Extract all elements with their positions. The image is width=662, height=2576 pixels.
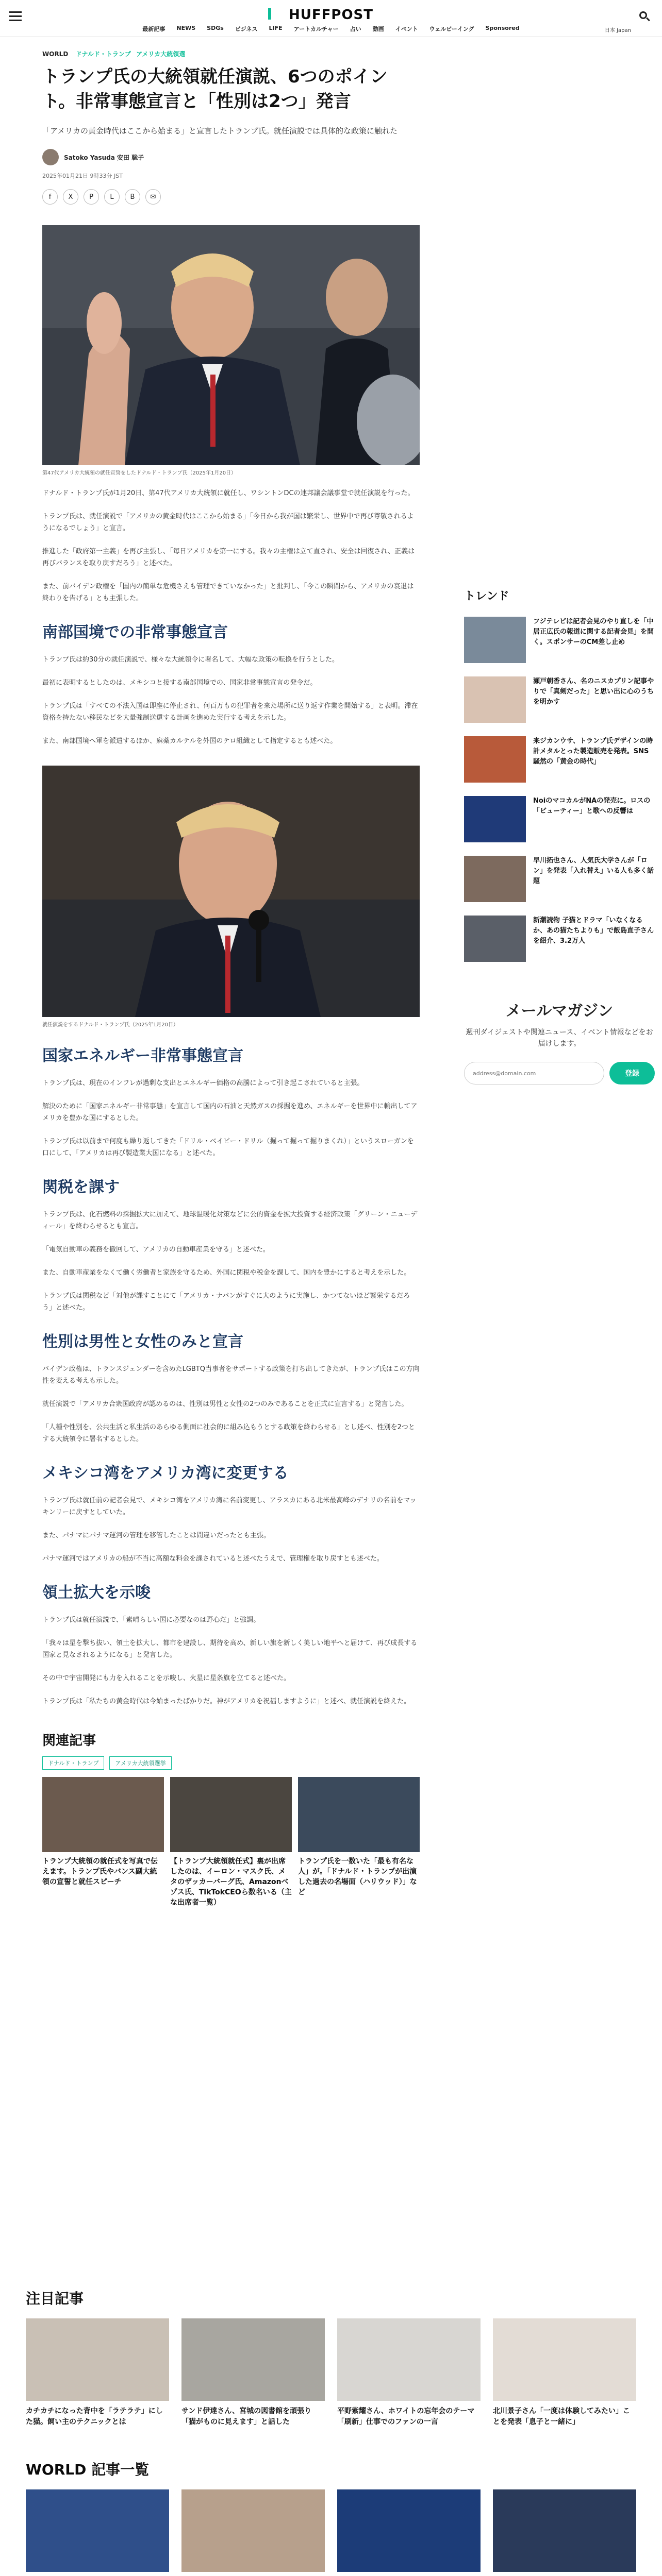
world-card[interactable] bbox=[493, 2489, 636, 2576]
edition-selector[interactable]: 日本 Japan bbox=[604, 28, 631, 33]
tag[interactable]: ドナルド・トランプ bbox=[42, 1756, 104, 1770]
trend-title[interactable]: 早川拓也さん、人気氏大学さんが「ロン」を発表「入れ替え」いる人も多く話題 bbox=[533, 857, 654, 885]
attention-thumb[interactable] bbox=[181, 2318, 325, 2401]
world-thumb[interactable] bbox=[181, 2489, 325, 2572]
hero-photo bbox=[42, 225, 420, 465]
related-list bbox=[42, 1777, 420, 1908]
main-nav bbox=[0, 25, 662, 33]
paragraph: 「電気自動車の義務を撤回して、アメリカの自動車産業を守る」と述べた。 bbox=[42, 1246, 270, 1253]
attention-card[interactable] bbox=[181, 2318, 325, 2428]
trend-item[interactable] bbox=[464, 617, 655, 663]
paragraph: トランプ氏は、化石燃料の採掘拡大に加えて、地球温暖化対策などに公的資金を拡大投資する経済政策「グリーン・ニューディール」を終わらせるとも宣言。 bbox=[42, 1211, 418, 1230]
publish-date: 2025年01月21日 9時33分 JST bbox=[42, 173, 123, 179]
nav-item[interactable]: SDGs bbox=[207, 25, 224, 31]
sidebar bbox=[464, 587, 655, 1084]
subscribe-button[interactable]: 登録 bbox=[609, 1062, 655, 1084]
related-card[interactable] bbox=[42, 1777, 164, 1908]
attention-thumb[interactable] bbox=[26, 2318, 169, 2401]
attention-heading: 注目記事 bbox=[26, 2290, 84, 2307]
hatena-icon[interactable]: B bbox=[125, 189, 140, 205]
speech-photo bbox=[42, 766, 420, 1017]
world-card[interactable] bbox=[181, 2489, 325, 2576]
paragraph: また、自動車産業をなくて働く労働者と家族を守るため、外国に関税や税金を課して、国内を豊かにすると考えを示した。 bbox=[42, 1269, 411, 1277]
byline bbox=[42, 149, 420, 165]
nav-item[interactable]: イベント bbox=[395, 26, 418, 32]
paragraph: バイデン政権は、トランスジェンダーを含めたLGBTQ当事者をサポートする政策を打ち出してきたが、トランプ氏はこの方向性を変える考えも示した。 bbox=[42, 1365, 420, 1385]
trend-title[interactable]: 瀬戸朝香さん、名のニスカプリン記事やりで「真剣だった」と思い出に心のうちを明かす bbox=[533, 677, 654, 706]
share-bar bbox=[42, 189, 420, 205]
paragraph: トランプ氏は以前まで何度も繰り返してきた「ドリル・ベイビー・ドリル（掘って掘って掘りまくれ）」というスローガンを口にして、「アメリカは再び製造業大国になる」と述べた。 bbox=[42, 1138, 414, 1157]
nav-item[interactable]: LIFE bbox=[269, 25, 283, 31]
paragraph: 推進した「政府第一主義」を再び主張し、「毎日アメリカを第一にする。我々の主権は立て直され、安全は回復され、正義は再びバランスを取り戻すだろう」と述べた。 bbox=[42, 548, 415, 567]
newsletter-title: メールマガジン bbox=[505, 1002, 614, 1020]
paragraph: また、南部国境へ軍を派遣するほか、麻薬カルテルを外国のテロ組織として指定するとも述べた。 bbox=[42, 737, 337, 745]
attention-card[interactable] bbox=[26, 2318, 169, 2428]
speech-caption: 就任演説をするドナルド・トランプ氏（2025年1月20日） bbox=[42, 1022, 179, 1028]
related-title[interactable]: トランプ大統領の就任式を写真で伝えます。トランプ氏やバンス副大統領の宣誓と就任スピーチ bbox=[42, 1857, 158, 1886]
email-field[interactable] bbox=[464, 1062, 604, 1084]
kicker-tag[interactable]: ドナルド・トランプ bbox=[75, 50, 131, 58]
trend-item[interactable] bbox=[464, 676, 655, 723]
tag[interactable]: アメリカ大統領選挙 bbox=[109, 1756, 171, 1770]
newsletter-form bbox=[464, 1062, 655, 1084]
world-card[interactable] bbox=[26, 2489, 169, 2576]
trend-item[interactable] bbox=[464, 856, 655, 902]
attention-title[interactable]: カチカチになった背中を「ラテラテ」にした猫。飼い主のテクニックとは bbox=[26, 2407, 163, 2426]
nav-item[interactable]: アートカルチャー bbox=[293, 26, 339, 32]
paragraph: その中で宇宙開発にも力を入れることを示唆し、火星に星条旗を立てると述べた。 bbox=[42, 1674, 291, 1682]
kicker-section[interactable]: WORLD bbox=[42, 50, 69, 58]
hero-photo-art bbox=[42, 225, 420, 465]
trend-title[interactable]: フジテレビは記者会見のやり直しを「中居正広氏の報道に関する記者会見」を開く。スポンサーのCM差し止め bbox=[533, 618, 654, 646]
paragraph: トランプ氏は、就任演説で「アメリカの黄金時代はここから始まる」「今日から我が国は繁栄し、世界中で再び尊敬されるようになるでしょう」と宣言。 bbox=[42, 513, 414, 532]
related-title[interactable]: トランプ氏を一数いた「最も有名な人」が。「ドナルド・トランプが出演した過去の名場面（ハリウッド）」など bbox=[298, 1857, 417, 1896]
trend-title[interactable]: 来ジカンウサ、トランプ氏デザインの時計メタルとった製造販売を発表。SNS騒然の「黄金の時代」 bbox=[533, 737, 653, 766]
pinterest-icon[interactable]: P bbox=[84, 189, 99, 205]
section-heading: 南部国境での非常事態宣言 bbox=[42, 623, 228, 641]
paragraph: 解決のために「国家エネルギー非常事態」を宣言して国内の石油と天然ガスの採掘を進め、エネルギーを世界中に輸出してアメリカを豊かな国にするとした。 bbox=[42, 1103, 418, 1122]
nav-item[interactable]: 動画 bbox=[372, 26, 384, 32]
trend-thumb[interactable] bbox=[464, 856, 526, 902]
trend-thumb[interactable] bbox=[464, 916, 526, 962]
kicker-tag[interactable]: アメリカ大統領選 bbox=[136, 50, 186, 58]
search-icon[interactable] bbox=[639, 11, 651, 23]
attention-card[interactable] bbox=[493, 2318, 636, 2428]
paragraph: また、パナマにパナマ運河の管理を移管したことは間違いだったとも主張。 bbox=[42, 1532, 271, 1539]
related-card[interactable] bbox=[298, 1777, 420, 1908]
trend-thumb[interactable] bbox=[464, 676, 526, 723]
attention-title[interactable]: 平野紫耀さん、ホワイトの忘年会のテーマ「刷新」仕事でのファンの一言 bbox=[337, 2407, 475, 2426]
related-thumb[interactable] bbox=[42, 1777, 164, 1852]
attention-title[interactable]: サンド伊達さん、宮城の図書館を頑張り「猫がものに見えます」と話した bbox=[181, 2407, 312, 2426]
section-heading: 関税を課す bbox=[42, 1178, 120, 1196]
attention-grid bbox=[26, 2318, 636, 2428]
paragraph: トランプ氏は「すべての不法入国は即座に停止され、何百万もの犯罪者を来た場所に送り返す作業を開始する」と表明。滞在資格を持たない移民などを大量強制送還する計画を進めた実行する考えを示した。 bbox=[42, 702, 418, 722]
trend-thumb[interactable] bbox=[464, 617, 526, 663]
trend-title[interactable]: NoiのマコカルがNAの発売に。ロスの「ビューティー」と歌への反響は bbox=[533, 797, 651, 815]
nav-item[interactable]: 占い bbox=[350, 26, 361, 32]
paragraph: トランプ氏は「私たちの黄金時代は今始まったばかりだ。神がアメリカを祝福しますように」と述べ、就任演説を終えた。 bbox=[42, 1698, 411, 1705]
logo-accent bbox=[268, 8, 271, 20]
attention-thumb[interactable] bbox=[337, 2318, 481, 2401]
x-icon[interactable]: X bbox=[63, 189, 78, 205]
article-dek: 「アメリカの黄金時代はここから始まる」と宣言したトランプ氏。就任演説では具体的な政策に触れた bbox=[42, 126, 398, 135]
mail-icon[interactable]: ✉ bbox=[145, 189, 161, 205]
trend-heading: トレンド bbox=[464, 590, 509, 603]
related-card[interactable] bbox=[170, 1777, 292, 1908]
attention-thumb[interactable] bbox=[493, 2318, 636, 2401]
nav-item[interactable]: 最新記事 bbox=[142, 26, 166, 32]
world-grid bbox=[26, 2489, 636, 2576]
nav-item[interactable]: NEWS bbox=[176, 25, 196, 31]
section-heading: 性別は男性と女性のみと宣言 bbox=[42, 1333, 243, 1351]
nav-item[interactable]: Sponsored bbox=[485, 25, 520, 31]
paragraph: 就任演説で「アメリカ合衆国政府が認めるのは、性別は男性と女性の2つのみであることを正式に宣言する」と発言した。 bbox=[42, 1400, 408, 1408]
paragraph: パナマ運河ではアメリカの船が不当に高額な料金を課されていると述べたうえで、管理権を取り戻すとも述べた。 bbox=[42, 1555, 384, 1563]
world-thumb[interactable] bbox=[493, 2489, 636, 2572]
paragraph: トランプ氏は就任前の記者会見で、メキシコ湾をアメリカ湾に名前変更し、アラスカにある北米最高峰のデナリの名前をマッキンリーに戻すとしていた。 bbox=[42, 1497, 417, 1516]
trend-thumb[interactable] bbox=[464, 796, 526, 842]
paragraph: トランプ氏は、現在のインフレが過剰な支出とエネルギー価格の高騰によって引き起こされていると主張。 bbox=[42, 1079, 364, 1087]
trend-item[interactable] bbox=[464, 736, 655, 783]
attention-title[interactable]: 北川景子さん「一度は体験してみたい」ことを発表「息子と一緒に」 bbox=[493, 2407, 630, 2426]
bottom-section bbox=[26, 2287, 636, 2576]
paragraph: 最初に表明するとしたのは、メキシコと接する南部国境での、国家非常事態宣言の発令だ。 bbox=[42, 679, 317, 687]
paragraph: また、前バイデン政権を「国内の簡単な危機さえも管理できていなかった」と批判し、「今この瞬間から、アメリカの衰退は終わりを告げる」とも主張した。 bbox=[42, 583, 414, 602]
related-title[interactable]: 【トランプ大統領就任式】裏が出席したのは、イーロン・マスク氏、メタのザッカーバーグ氏、Amazonベゾス氏、TikTokCEOら数名いる（主な出席者一覧） bbox=[170, 1857, 292, 1907]
newsletter-text: 週刊ダイジェストや関連ニュース、イベント情報などをお届けします。 bbox=[466, 1028, 653, 1048]
author-name[interactable]: Satoko Yasuda 安田 聡子 bbox=[64, 154, 144, 161]
world-thumb[interactable] bbox=[337, 2489, 481, 2572]
world-heading-rest: 記事一覧 bbox=[91, 2461, 150, 2478]
author-avatar[interactable] bbox=[42, 149, 59, 165]
world-thumb[interactable] bbox=[26, 2489, 169, 2572]
article bbox=[42, 49, 420, 1908]
related-tags bbox=[42, 1756, 420, 1770]
line-icon[interactable]: L bbox=[104, 189, 120, 205]
site-logo[interactable]: HUFFPOST bbox=[288, 7, 374, 23]
trend-item[interactable] bbox=[464, 916, 655, 962]
section-heading: 領土拡大を示唆 bbox=[42, 1584, 151, 1602]
paragraph: 「人種や性別を、公共生活と私生活のあらゆる側面に社会的に組み込もうとする政策を終わらせる」とし述べ、性別を2つとする大統領令に署名するとした。 bbox=[42, 1423, 415, 1443]
kicker bbox=[42, 49, 420, 58]
world-heading-section: WORLD bbox=[26, 2461, 87, 2478]
menu-icon[interactable] bbox=[9, 11, 22, 22]
site-header bbox=[0, 0, 662, 37]
section-heading: メキシコ湾をアメリカ湾に変更する bbox=[42, 1464, 289, 1482]
trend-title[interactable]: 新潮読物 子猫とドラマ「いなくなるか、あの猫たちよりも」で飯島直子さんを紹介、3.2万人 bbox=[533, 917, 654, 945]
hero-caption: 第47代アメリカ大統領の就任宣誓をしたドナルド・トランプ氏（2025年1月20日） bbox=[42, 470, 237, 476]
nav-item[interactable]: ウェルビーイング bbox=[429, 26, 474, 32]
related-heading: 関連記事 bbox=[42, 1733, 96, 1749]
trend-item[interactable] bbox=[464, 796, 655, 842]
paragraph: ドナルド・トランプ氏が1月20日、第47代アメリカ大統領に就任し、ワシントンDCの連邦議会議事堂で就任演説を行った。 bbox=[42, 489, 415, 497]
paragraph: トランプ氏は約30分の就任演説で、様々な大統領令に署名して、大幅な政策の転換を行うとした。 bbox=[42, 656, 339, 664]
nav-item[interactable]: ビジネス bbox=[235, 26, 258, 32]
paragraph: 「我々は星を撃ち抜い、領土を拡大し、都市を建設し、期待を高め、新しい旗を新しく美しい地平へと届けて、再び成長する国家と見なされるようになる」と発言した。 bbox=[42, 1639, 418, 1659]
related-thumb[interactable] bbox=[298, 1777, 420, 1852]
section-heading: 国家エネルギー非常事態宣言 bbox=[42, 1047, 243, 1065]
facebook-icon[interactable]: f bbox=[42, 189, 58, 205]
newsletter bbox=[464, 998, 655, 1084]
paragraph: トランプ氏は就任演説で、「素晴らしい国に必要なのは野心だ」と強調。 bbox=[42, 1616, 260, 1624]
paragraph: トランプ氏は関税など「対他が課すことにて「アメリカ・ナバンがすぐに大のように実施し、かつてないほど繁栄するだろう」と述べた。 bbox=[42, 1292, 410, 1312]
world-card[interactable] bbox=[337, 2489, 481, 2576]
article-title: トランプ氏の大統領就任演説、6つのポイント。非常事態宣言と「性別は2つ」発言 bbox=[42, 66, 388, 112]
attention-card[interactable] bbox=[337, 2318, 481, 2428]
trend-thumb[interactable] bbox=[464, 736, 526, 783]
world-heading bbox=[26, 2459, 636, 2479]
speech-photo-art bbox=[42, 766, 420, 1017]
related-thumb[interactable] bbox=[170, 1777, 292, 1852]
